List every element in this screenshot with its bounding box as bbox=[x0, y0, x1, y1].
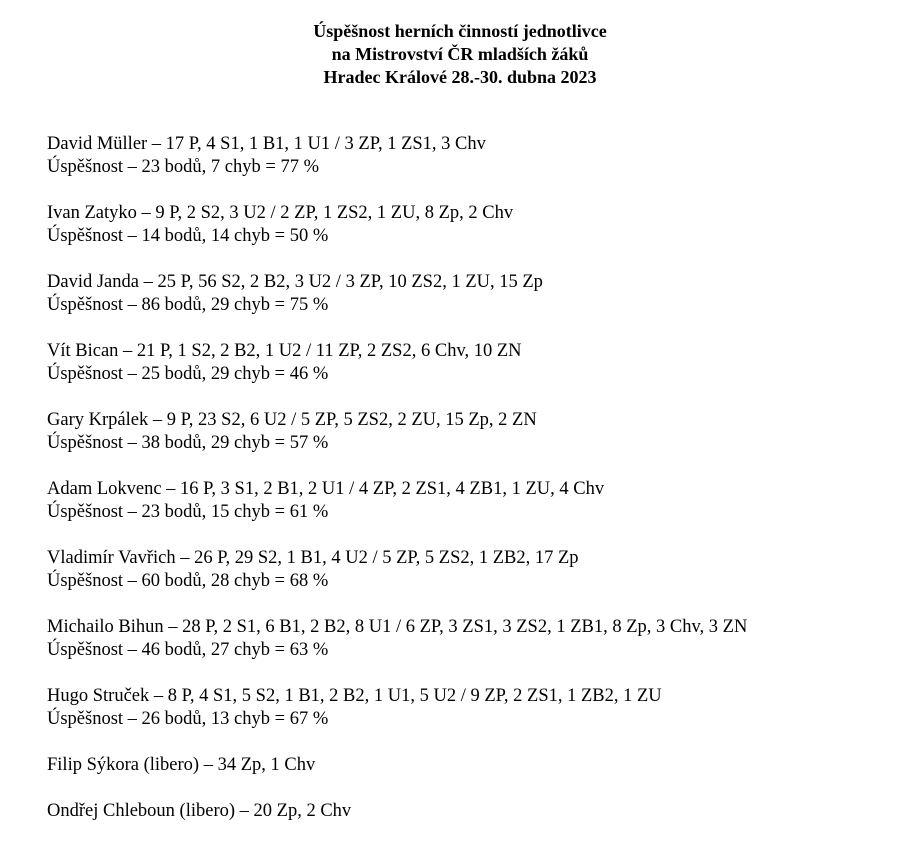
player-stats-line: Gary Krpálek – 9 P, 23 S2, 6 U2 / 5 ZP, 5 ZS2, 2 ZU, 15 Zp, 2 ZN bbox=[47, 410, 537, 430]
player-stats-line: Adam Lokvenc – 16 P, 3 S1, 2 B1, 2 U1 / 4 ZP, 2 ZS1, 4 ZB1, 1 ZU, 4 Chv bbox=[47, 479, 605, 499]
libero-stats-line: Ondřej Chleboun (libero) – 20 Zp, 2 Chv bbox=[47, 801, 352, 821]
player-entry bbox=[47, 271, 897, 317]
player-entry bbox=[47, 340, 897, 386]
player-success-line: Úspěšnost – 60 bodů, 28 chyb = 68 % bbox=[47, 571, 329, 591]
event-location-date: Hradec Králové 28.-30. dubna 2023 bbox=[323, 67, 597, 87]
player-entry bbox=[47, 616, 897, 662]
player-stats-line: Hugo Struček – 8 P, 4 S1, 5 S2, 1 B1, 2 B2, 1 U1, 5 U2 / 9 ZP, 2 ZS1, 1 ZB2, 1 ZU bbox=[47, 686, 662, 706]
championship-name: na Mistrovství ČR mladších žáků bbox=[331, 44, 589, 64]
player-stats-line: Ivan Zatyko – 9 P, 2 S2, 3 U2 / 2 ZP, 1 ZS2, 1 ZU, 8 Zp, 2 Chv bbox=[47, 203, 514, 223]
player-entry bbox=[47, 409, 897, 455]
player-stats-line: Michailo Bihun – 28 P, 2 S1, 6 B1, 2 B2, 8 U1 / 6 ZP, 3 ZS1, 3 ZS2, 1 ZB1, 8 Zp, 3 Chv, 3 ZN bbox=[47, 617, 748, 637]
player-success-line: Úspěšnost – 86 bodů, 29 chyb = 75 % bbox=[47, 295, 329, 315]
player-success-line: Úspěšnost – 23 bodů, 15 chyb = 61 % bbox=[47, 502, 329, 522]
player-stats-line: Vladimír Vavřich – 26 P, 29 S2, 1 B1, 4 U2 / 5 ZP, 5 ZS2, 1 ZB2, 17 Zp bbox=[47, 548, 579, 568]
player-success-line: Úspěšnost – 26 bodů, 13 chyb = 67 % bbox=[47, 709, 329, 729]
player-stats-line: David Janda – 25 P, 56 S2, 2 B2, 3 U2 / 3 ZP, 10 ZS2, 1 ZU, 15 Zp bbox=[47, 272, 543, 292]
libero-entry bbox=[47, 754, 897, 777]
player-entry bbox=[47, 202, 897, 248]
libero-stats-line: Filip Sýkora (libero) – 34 Zp, 1 Chv bbox=[47, 755, 316, 775]
player-success-line: Úspěšnost – 46 bodů, 27 chyb = 63 % bbox=[47, 640, 329, 660]
player-entry bbox=[47, 547, 897, 593]
player-success-line: Úspěšnost – 23 bodů, 7 chyb = 77 % bbox=[47, 157, 319, 177]
player-stats-line: David Müller – 17 P, 4 S1, 1 B1, 1 U1 / 3 ZP, 1 ZS1, 3 Chv bbox=[47, 134, 486, 154]
player-entry bbox=[47, 685, 897, 731]
document-title: Úspěšnost herních činností jednotlivce bbox=[313, 21, 607, 41]
document-header bbox=[0, 20, 905, 89]
player-stats-line: Vít Bican – 21 P, 1 S2, 2 B2, 1 U2 / 11 ZP, 2 ZS2, 6 Chv, 10 ZN bbox=[47, 341, 522, 361]
player-success-line: Úspěšnost – 14 bodů, 14 chyb = 50 % bbox=[47, 226, 329, 246]
player-entry bbox=[47, 478, 897, 524]
libero-entry bbox=[47, 800, 897, 823]
player-stats-list bbox=[47, 133, 897, 846]
player-entry bbox=[47, 133, 897, 179]
player-success-line: Úspěšnost – 38 bodů, 29 chyb = 57 % bbox=[47, 433, 329, 453]
player-success-line: Úspěšnost – 25 bodů, 29 chyb = 46 % bbox=[47, 364, 329, 384]
